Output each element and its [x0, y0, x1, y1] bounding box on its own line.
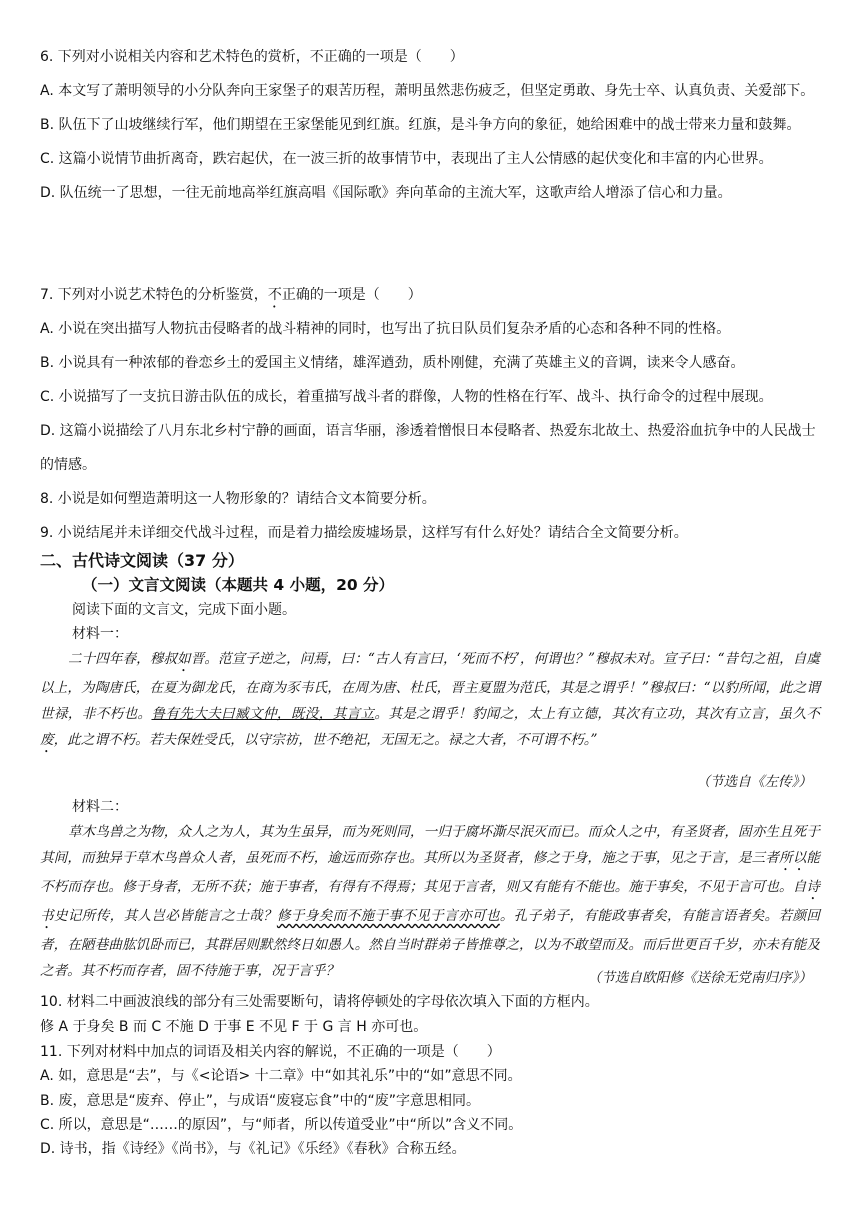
q7-option-d: D. 这篇小说描绘了八月东北乡村宁静的画面，语言华丽，渗透着憎恨日本侵略者、热爱东北故土、热爱浴血抗争中的人民战士的情感。 [40, 423, 816, 473]
q11-option-c: C. 所以，意思是“……的原因”，与“师者，所以传道受业”中“所以”含义不同。 [40, 1117, 523, 1133]
reading-instruction: 阅读下面的文言文，完成下面小题。 [72, 602, 296, 618]
material-2-label: 材料二： [72, 799, 128, 815]
material-2-source: （节选自欧阳修《送徐无党南归序》） [587, 970, 812, 986]
question-6 [40, 40, 822, 210]
m2-wavy-underlined-sentence: 修于身矣而不施于事不见于言亦可也 [276, 908, 500, 924]
subsection-1-heading: （一）文言文阅读（本题共 4 小题，20 分） [82, 576, 395, 594]
m1-part-3: 。其是之谓乎！豹闻之，太上有立德，其次有立功，其次有立言，虽久不 [374, 706, 821, 722]
q7-stem-post: 的一项是（ ） [309, 287, 422, 303]
q11-option-b: B. 废，意思是“废弃、停止”，与成语“废寝忘食”中的“废”字意思相同。 [40, 1093, 481, 1109]
m1-part-4: ，此之谓不朽。若夫保姓受氏，以守宗祊，世不绝祀，无国无之。禄之大者，不可谓不朽。” [53, 732, 598, 748]
question-7 [40, 278, 822, 482]
q11-option-d: D. 诗书，指《诗经》《尚书》，与《礼记》《乐经》《春秋》合称五经。 [40, 1141, 466, 1157]
q7-stem-char: 确 [295, 287, 310, 303]
m2-part-4: 。孔子弟子，有能政事者矣，有能言语者矣。若颜回者，在陋巷曲肱饥卧而已，其群居则默然终日如愚人。然自当时群弟子皆推尊之，以为不敢望而及。而后世更百千岁，亦未有能及之者。其不朽而存者，固不待施于事，况于言乎？ [40, 908, 820, 979]
m2-part-3: 史记所传，其人岂必皆能言之士哉？ [53, 908, 277, 924]
m1-dotted-ru: 如 [177, 651, 191, 667]
m1-part-2: 晋。范宣子逆之，问焉，曰：“古人有言曰，‘死而不朽’，何谓也？”穆叔未对。宣子曰：“昔匄之祖，自虞以上，为陶唐氏，在夏为御龙氏，在商为豕韦氏，在周为唐、杜氏，晋主夏盟为范氏，其是之谓乎！”穆叔曰：“以豹所闻，此之谓世禄，非不朽也。 [40, 651, 821, 722]
m2-part-1: 草木鸟兽之为物，众人之为人，其为生虽异，而为死则同，一归于腐坏澌尽泯灭而已。而众人之中，有圣贤者，固亦生且死于其间，而独异于草木鸟兽众人者，虽死而不朽，逾远而弥存也。其所以为圣贤者，修之于身，施之于事，见之于言，是三者 [40, 824, 820, 866]
q11-option-a: A. 如，意思是“去”，与《<论语> 十二章》中“如其礼乐”中的“如”意思不同。 [40, 1068, 522, 1084]
q6-option-d: D. 队伍统一了思想，一往无前地高举红旗高唱《国际歌》奔向革命的主流大军，这歌声给人增添了信心和力量。 [40, 185, 732, 201]
q6-stem: 6. 下列对小说相关内容和艺术特色的赏析，不正确的一项是（ ） [40, 49, 464, 65]
q7-option-a: A. 小说在突出描写人物抗击侵略者的战斗精神的同时，也写出了抗日队员们复杂矛盾的心态和各种不同的性格。 [40, 321, 731, 337]
q7-dotted-char: 不 [267, 287, 282, 303]
material-2-text [40, 819, 820, 984]
m2-dotted-suoyi: 所以 [779, 850, 807, 866]
question-11-stem: 11. 下列对材料中加点的词语及相关内容的解说，不正确的一项是（ ） [40, 1044, 501, 1060]
material-1-label: 材料一： [72, 626, 128, 642]
question-10-stem: 10. 材料二中画波浪线的部分有三处需要断句，请将停顿处的字母依次填入下面的方框内。 [40, 994, 599, 1010]
q6-option-b: B. 队伍下了山坡继续行军，他们期望在王家堡能见到红旗。红旗，是斗争方向的象征，她给困难中的战士带来力量和鼓舞。 [40, 117, 801, 133]
m2-dotted-shishu: 诗书 [40, 879, 820, 924]
material-1-text [40, 646, 820, 756]
q7-stem-pre: 7. 下列对小说艺术特色的分析鉴赏， [40, 287, 268, 303]
m1-underlined-sentence: 鲁有先大夫曰臧文仲，既没，其言立 [151, 706, 375, 722]
m1-dotted-fei: 废 [40, 732, 54, 748]
q7-stem [40, 278, 822, 312]
q6-option-a: A. 本文写了萧明领导的小分队奔向王家堡子的艰苦历程，萧明虽然悲伤疲乏，但坚定勇敢、身先士卒、认真负责、关爱部下。 [40, 83, 815, 99]
question-9: 9. 小说结尾并未详细交代战斗过程，而是着力描绘废墟场景，这样写有什么好处？请结合全文简要分析。 [40, 525, 688, 541]
q7-option-c: C. 小说描写了一支抗日游击队伍的成长，着重描写战斗者的群像，人物的性格在行军、战斗、执行命令的过程中展现。 [40, 389, 773, 405]
question-10-sentence: 修 A 于身矣 B 而 C 不施 D 于事 E 不见 F 于 G 言 H 亦可也。 [40, 1019, 428, 1035]
q6-option-c: C. 这篇小说情节曲折离奇，跌宕起伏，在一波三折的故事情节中，表现出了主人公情感的起伏变化和丰富的内心世界。 [40, 151, 773, 167]
material-1-source: （节选自《左传》） [696, 774, 812, 790]
m1-part-1: 二十四年春，穆叔 [68, 651, 178, 667]
q7-stem-mid: 正 [281, 287, 296, 303]
section-2-heading: 二、古代诗文阅读（37 分） [40, 551, 244, 570]
q7-option-b: B. 小说具有一种浓郁的眷恋乡土的爱国主义情绪，雄浑遒劲，质朴刚健，充满了英雄主义的音调，读来令人感奋。 [40, 355, 745, 371]
question-8: 8. 小说是如何塑造萧明这一人物形象的？请结合文本简要分析。 [40, 491, 436, 507]
m2-part-2: 能不朽而存也。修于身者，无所不获；施于事者，有得有不得焉；其见于言者，则又有能有不能也。施于事矣，不见于言可也。自 [40, 850, 820, 895]
